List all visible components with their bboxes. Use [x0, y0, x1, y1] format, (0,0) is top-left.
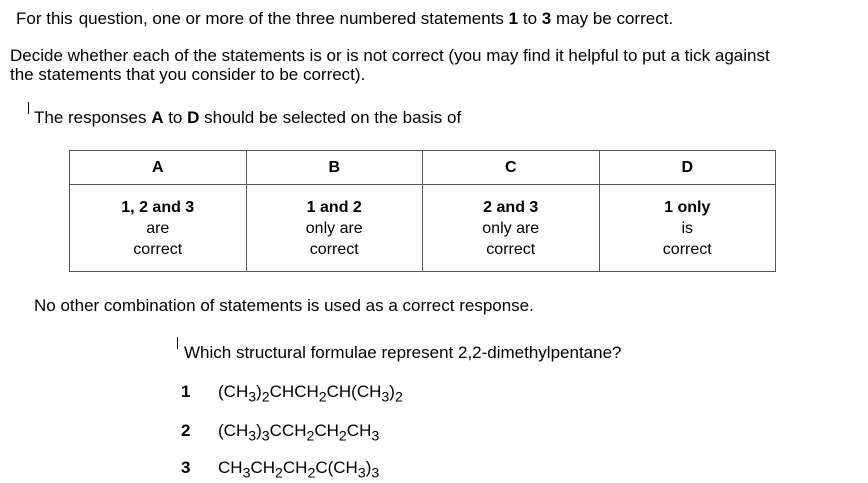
cell-line: 1, 2 and 3: [121, 198, 195, 216]
statement-number: 2: [181, 421, 191, 440]
cell-c: [423, 185, 600, 272]
statement-1: 1 $(CH_3)_2CHCH_2CH(CH_3)_2$: [181, 382, 403, 406]
no-other-combination-note: No other combination of statements is used as a correct response.: [34, 296, 534, 315]
cell-a: [70, 185, 247, 272]
cell-d: [599, 185, 776, 272]
header-a: A: [70, 151, 247, 185]
cell-line: 1 and 2: [306, 198, 362, 216]
cursor-tick: [28, 102, 29, 114]
cell-b: [246, 185, 423, 272]
instr-bold: 3: [541, 9, 552, 28]
cell-line: 2 and 3: [483, 198, 539, 216]
cell-line: is: [681, 219, 694, 237]
cursor-tick: [177, 337, 178, 349]
instr-text: question, one or more of the three numbered statements: [78, 9, 504, 28]
instructions-line-2: Decide whether each of the statements is or is not correct (you may find it helpful to put a tick against: [10, 46, 770, 65]
statement-number: 3: [181, 458, 191, 477]
cell-line: correct: [486, 240, 536, 258]
cell-line: are: [146, 219, 170, 237]
basis-text-part: should be selected on the basis of: [204, 108, 462, 127]
basis-text-part: to: [168, 108, 183, 127]
question-text: Which structural formulae represent 2,2-dimethylpentane?: [184, 343, 622, 362]
cell-line: correct: [662, 240, 712, 258]
statement-2: 2 $(CH_3)_3CCH_2CH_2CH_3$: [181, 421, 380, 445]
basis-text: [34, 108, 461, 128]
cell-line: only are: [482, 219, 540, 237]
instructions-line-1: [16, 9, 673, 29]
header-d: D: [599, 151, 776, 185]
instr-text: to: [522, 9, 538, 28]
cell-line: 1 only: [664, 198, 711, 216]
basis-bold: D: [187, 108, 200, 127]
cell-line: correct: [309, 240, 359, 258]
instructions-line-3: the statements that you consider to be correct).: [10, 65, 366, 84]
table-header-row: [70, 151, 776, 185]
basis-bold: A: [151, 108, 164, 127]
statement-3: 3 $CH_3CH_2CH_2C(CH_3)_3$: [181, 458, 380, 482]
response-key-table: [69, 150, 776, 272]
basis-text-part: The responses: [34, 108, 147, 127]
header-c: C: [423, 151, 600, 185]
statement-number: 1: [181, 382, 191, 401]
cell-line: correct: [133, 240, 183, 258]
instr-bold: 1: [508, 9, 519, 28]
cell-line: only are: [305, 219, 363, 237]
header-b: B: [246, 151, 423, 185]
table-row: [70, 185, 776, 272]
instr-text: may be correct.: [556, 9, 674, 28]
instr-text: For this: [16, 9, 73, 28]
